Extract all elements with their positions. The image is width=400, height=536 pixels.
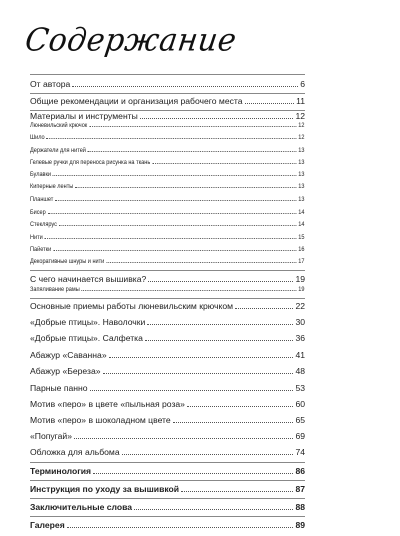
leader-dots: [173, 422, 294, 423]
leader-dots: [82, 290, 297, 291]
toc-entry-label: Материалы и инструменты: [30, 111, 138, 121]
toc-entry-page: 12: [298, 134, 305, 141]
leader-dots: [48, 213, 297, 214]
leader-dots: [152, 163, 296, 164]
toc-entry-page: 12: [295, 111, 305, 121]
toc-entry-label: Запяливание рамы: [30, 286, 80, 293]
toc-entry-page: 87: [295, 484, 305, 494]
toc-entry-label: Терминология: [30, 466, 92, 476]
toc-entry[interactable]: [30, 502, 305, 513]
toc-entry-page: 53: [295, 383, 305, 393]
toc-entry-label: Инструкция по уходу за вышивкой: [30, 484, 180, 494]
page-title: Содержание: [22, 22, 239, 59]
toc-entry-label: Шило: [30, 134, 45, 141]
toc-entry-page: 13: [298, 171, 305, 178]
toc-subentry[interactable]: [30, 196, 305, 204]
toc-subentry[interactable]: [30, 171, 305, 179]
toc-entry-page: 30: [295, 317, 305, 327]
toc-subentry[interactable]: [30, 134, 305, 142]
toc-entry[interactable]: [30, 274, 305, 285]
toc-entry-label: Декоративные шнуры и нити: [30, 258, 105, 265]
toc-entry[interactable]: [30, 399, 305, 410]
toc-entry-label: Основные приемы работы люневильским крючком: [30, 301, 234, 311]
toc-entry-label: «Добрые птицы». Салфетка: [30, 333, 143, 343]
toc-subentry[interactable]: [30, 246, 305, 254]
leader-dots: [90, 390, 294, 391]
leader-dots: [181, 491, 293, 492]
toc-entry[interactable]: [30, 415, 305, 426]
toc-entry-label: Парные панно: [30, 383, 88, 393]
toc-entry-page: 65: [295, 415, 305, 425]
toc-subentry[interactable]: [30, 183, 305, 191]
toc-subentry[interactable]: [30, 147, 305, 155]
leader-dots: [75, 187, 296, 188]
toc-entry-page: 12: [298, 122, 305, 129]
divider: [30, 498, 305, 499]
toc-entry-label: Мотив «перо» в цвете «пыльная роза»: [30, 399, 185, 409]
leader-dots: [106, 262, 296, 263]
toc-entry-page: 14: [298, 209, 305, 216]
leader-dots: [235, 308, 293, 309]
toc-subentry[interactable]: [30, 234, 305, 242]
toc-entry-label: Держатели для нитей: [30, 147, 86, 154]
leader-dots: [55, 200, 296, 201]
leader-dots: [109, 357, 294, 358]
leader-dots: [74, 438, 293, 439]
toc-entry-page: 22: [295, 301, 305, 311]
toc-entry[interactable]: [30, 317, 305, 328]
toc-entry[interactable]: [30, 383, 305, 394]
toc-subentry[interactable]: [30, 159, 305, 167]
toc-subentry[interactable]: [30, 258, 305, 266]
toc-entry-page: 69: [295, 431, 305, 441]
toc-entry-label: Планшет: [30, 196, 54, 203]
toc-entry-page: 41: [295, 350, 305, 360]
toc-entry-page: 19: [295, 274, 305, 284]
toc-entry[interactable]: [30, 301, 305, 312]
toc-entry-label: Гелевые ручки для переноса рисунка на ткань: [30, 159, 151, 166]
toc-entry-page: 13: [298, 183, 305, 190]
toc-entry-page: 13: [298, 159, 305, 166]
toc-entry[interactable]: [30, 79, 305, 90]
toc-entry[interactable]: [30, 520, 305, 531]
toc-entry[interactable]: [30, 350, 305, 361]
toc-entry-label: Люневильский крючок: [30, 122, 88, 129]
toc-subentry[interactable]: [30, 286, 305, 294]
toc-entry-page: 15: [298, 234, 305, 241]
toc-entry[interactable]: [30, 484, 305, 495]
divider: [30, 270, 305, 271]
leader-dots: [89, 126, 296, 127]
toc-entry-label: Стеклярус: [30, 221, 57, 228]
toc-entry-page: 88: [295, 502, 305, 512]
leader-dots: [140, 118, 294, 119]
divider: [30, 93, 305, 94]
leader-dots: [53, 175, 297, 176]
leader-dots: [45, 238, 297, 239]
toc-subentry[interactable]: [30, 221, 305, 229]
divider: [30, 298, 305, 299]
toc-entry-page: 13: [298, 147, 305, 154]
toc-entry-label: Абажур «Береза»: [30, 366, 101, 376]
toc-entry[interactable]: [30, 466, 305, 477]
divider: [30, 480, 305, 481]
toc-entry[interactable]: [30, 96, 305, 107]
toc-subentry[interactable]: [30, 122, 305, 130]
toc-entry-label: Булавки: [30, 171, 52, 178]
toc-entry-label: Пайетки: [30, 246, 52, 253]
divider: [30, 462, 305, 463]
toc-entry-label: Заключительные слова: [30, 502, 133, 512]
toc-entry-label: Общие рекомендации и организация рабочего места: [30, 96, 243, 106]
toc-entry[interactable]: [30, 333, 305, 344]
toc-entry-page: 17: [298, 258, 305, 265]
divider: [30, 74, 305, 75]
toc-entry-page: 19: [298, 286, 305, 293]
toc-entry-label: С чего начинается вышивка?: [30, 274, 147, 284]
toc-entry[interactable]: [30, 366, 305, 377]
leader-dots: [67, 527, 294, 528]
toc-entry-page: 60: [295, 399, 305, 409]
leader-dots: [145, 340, 294, 341]
toc-entry-label: «Попугай»: [30, 431, 72, 441]
leader-dots: [72, 86, 298, 87]
leader-dots: [88, 151, 297, 152]
leader-dots: [122, 454, 294, 455]
toc-entry-page: 74: [295, 447, 305, 457]
toc-subentry[interactable]: [30, 209, 305, 217]
leader-dots: [53, 250, 296, 251]
toc-entry-page: 11: [296, 96, 305, 106]
toc-entry-label: «Добрые птицы». Наволочки: [30, 317, 146, 327]
toc-entry-label: Киперные ленты: [30, 183, 74, 190]
toc-entry[interactable]: [30, 431, 305, 442]
leader-dots: [103, 373, 294, 374]
toc-entry-page: 14: [298, 221, 305, 228]
leader-dots: [147, 324, 293, 325]
toc-entry-label: Галерея: [30, 520, 65, 530]
leader-dots: [187, 406, 293, 407]
toc-entry[interactable]: [30, 447, 305, 458]
leader-dots: [148, 281, 293, 282]
toc-entry-label: Абажур «Саванна»: [30, 350, 107, 360]
toc-entry-label: Мотив «перо» в шоколадном цвете: [30, 415, 171, 425]
leader-dots: [134, 509, 293, 510]
toc-entry[interactable]: [30, 111, 305, 122]
toc-entry-page: 13: [298, 196, 305, 203]
toc-entry-label: Бисер: [30, 209, 46, 216]
leader-dots: [46, 138, 296, 139]
leader-dots: [59, 225, 297, 226]
toc-entry-page: 48: [295, 366, 305, 376]
toc-entry-page: 86: [295, 466, 305, 476]
toc-entry-page: 16: [298, 246, 305, 253]
toc-entry-page: 36: [295, 333, 305, 343]
toc-entry-label: От автора: [30, 79, 71, 89]
leader-dots: [93, 473, 293, 474]
divider: [30, 516, 305, 517]
toc-entry-label: Нити: [30, 234, 43, 241]
toc-entry-page: 89: [295, 520, 305, 530]
toc-entry-page: 6: [300, 79, 305, 89]
toc-entry-label: Обложка для альбома: [30, 447, 120, 457]
leader-dots: [245, 103, 295, 104]
